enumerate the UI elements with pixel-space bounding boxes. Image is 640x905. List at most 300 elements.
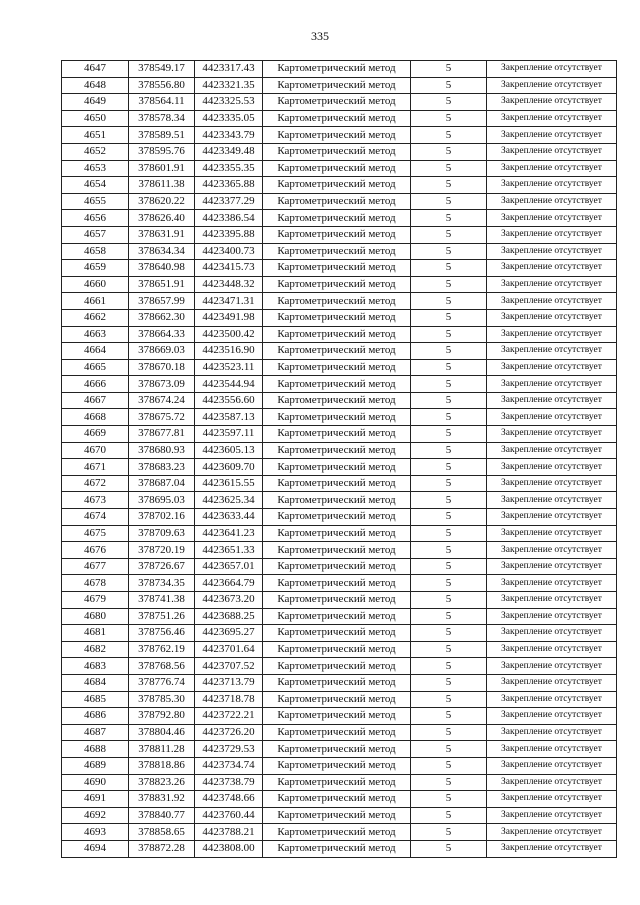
accuracy-cell: 5 (411, 276, 487, 293)
table-row (62, 193, 617, 210)
accuracy-cell: 5 (411, 94, 487, 111)
fixation-cell: Закрепление отсутствует (487, 193, 617, 210)
fixation-cell: Закрепление отсутствует (487, 442, 617, 459)
point-number-cell: 4657 (62, 226, 129, 243)
page-number: 335 (311, 29, 329, 43)
accuracy-cell: 5 (411, 77, 487, 94)
method-cell: Картометрический метод (263, 708, 411, 725)
fixation-cell: Закрепление отсутствует (487, 426, 617, 443)
fixation-cell: Закрепление отсутствует (487, 61, 617, 78)
y-coordinate-cell: 4423625.34 (195, 492, 263, 509)
fixation-cell: Закрепление отсутствует (487, 77, 617, 94)
y-coordinate-cell: 4423317.43 (195, 61, 263, 78)
point-number-cell: 4655 (62, 193, 129, 210)
method-cell: Картометрический метод (263, 442, 411, 459)
point-number-cell: 4660 (62, 276, 129, 293)
x-coordinate-cell: 378549.17 (129, 61, 195, 78)
table-row (62, 243, 617, 260)
x-coordinate-cell: 378768.56 (129, 658, 195, 675)
y-coordinate-cell: 4423587.13 (195, 409, 263, 426)
point-number-cell: 4673 (62, 492, 129, 509)
y-coordinate-cell: 4423722.21 (195, 708, 263, 725)
accuracy-cell: 5 (411, 475, 487, 492)
accuracy-cell: 5 (411, 741, 487, 758)
table-row (62, 326, 617, 343)
accuracy-cell: 5 (411, 426, 487, 443)
fixation-cell: Закрепление отсутствует (487, 840, 617, 857)
accuracy-cell: 5 (411, 376, 487, 393)
accuracy-cell: 5 (411, 392, 487, 409)
fixation-cell: Закрепление отсутствует (487, 542, 617, 559)
table-row (62, 475, 617, 492)
fixation-cell: Закрепление отсутствует (487, 127, 617, 144)
point-number-cell: 4672 (62, 475, 129, 492)
y-coordinate-cell: 4423760.44 (195, 807, 263, 824)
point-number-cell: 4687 (62, 724, 129, 741)
table-row (62, 592, 617, 609)
y-coordinate-cell: 4423633.44 (195, 509, 263, 526)
accuracy-cell: 5 (411, 492, 487, 509)
method-cell: Картометрический метод (263, 840, 411, 857)
fixation-cell: Закрепление отсутствует (487, 509, 617, 526)
point-number-cell: 4669 (62, 426, 129, 443)
y-coordinate-cell: 4423355.35 (195, 160, 263, 177)
table-row (62, 409, 617, 426)
accuracy-cell: 5 (411, 691, 487, 708)
method-cell: Картометрический метод (263, 691, 411, 708)
point-number-cell: 4665 (62, 359, 129, 376)
point-number-cell: 4681 (62, 625, 129, 642)
x-coordinate-cell: 378823.26 (129, 774, 195, 791)
fixation-cell: Закрепление отсутствует (487, 592, 617, 609)
method-cell: Картометрический метод (263, 293, 411, 310)
table-row (62, 824, 617, 841)
point-number-cell: 4678 (62, 575, 129, 592)
x-coordinate-cell: 378564.11 (129, 94, 195, 111)
point-number-cell: 4654 (62, 177, 129, 194)
y-coordinate-cell: 4423664.79 (195, 575, 263, 592)
method-cell: Картометрический метод (263, 260, 411, 277)
y-coordinate-cell: 4423471.31 (195, 293, 263, 310)
y-coordinate-cell: 4423695.27 (195, 625, 263, 642)
x-coordinate-cell: 378818.86 (129, 757, 195, 774)
method-cell: Картометрический метод (263, 226, 411, 243)
point-number-cell: 4651 (62, 127, 129, 144)
method-cell: Картометрический метод (263, 326, 411, 343)
method-cell: Картометрический метод (263, 459, 411, 476)
x-coordinate-cell: 378683.23 (129, 459, 195, 476)
x-coordinate-cell: 378634.34 (129, 243, 195, 260)
y-coordinate-cell: 4423729.53 (195, 741, 263, 758)
fixation-cell: Закрепление отсутствует (487, 757, 617, 774)
table-row (62, 724, 617, 741)
x-coordinate-cell: 378680.93 (129, 442, 195, 459)
coordinates-table (61, 60, 617, 858)
point-number-cell: 4674 (62, 509, 129, 526)
x-coordinate-cell: 378578.34 (129, 110, 195, 127)
table-row (62, 61, 617, 78)
table-row (62, 459, 617, 476)
y-coordinate-cell: 4423748.66 (195, 791, 263, 808)
method-cell: Картометрический метод (263, 674, 411, 691)
x-coordinate-cell: 378669.03 (129, 343, 195, 360)
y-coordinate-cell: 4423726.20 (195, 724, 263, 741)
method-cell: Картометрический метод (263, 608, 411, 625)
x-coordinate-cell: 378831.92 (129, 791, 195, 808)
table-row (62, 210, 617, 227)
accuracy-cell: 5 (411, 177, 487, 194)
accuracy-cell: 5 (411, 774, 487, 791)
fixation-cell: Закрепление отсутствует (487, 359, 617, 376)
y-coordinate-cell: 4423544.94 (195, 376, 263, 393)
accuracy-cell: 5 (411, 359, 487, 376)
accuracy-cell: 5 (411, 674, 487, 691)
y-coordinate-cell: 4423597.11 (195, 426, 263, 443)
fixation-cell: Закрепление отсутствует (487, 625, 617, 642)
x-coordinate-cell: 378720.19 (129, 542, 195, 559)
y-coordinate-cell: 4423615.55 (195, 475, 263, 492)
x-coordinate-cell: 378762.19 (129, 641, 195, 658)
method-cell: Картометрический метод (263, 61, 411, 78)
point-number-cell: 4688 (62, 741, 129, 758)
y-coordinate-cell: 4423365.88 (195, 177, 263, 194)
point-number-cell: 4663 (62, 326, 129, 343)
y-coordinate-cell: 4423325.53 (195, 94, 263, 111)
x-coordinate-cell: 378589.51 (129, 127, 195, 144)
accuracy-cell: 5 (411, 193, 487, 210)
table-row (62, 359, 617, 376)
fixation-cell: Закрепление отсутствует (487, 343, 617, 360)
table-row (62, 276, 617, 293)
method-cell: Картометрический метод (263, 525, 411, 542)
method-cell: Картометрический метод (263, 509, 411, 526)
x-coordinate-cell: 378726.67 (129, 558, 195, 575)
y-coordinate-cell: 4423415.73 (195, 260, 263, 277)
point-number-cell: 4667 (62, 392, 129, 409)
x-coordinate-cell: 378872.28 (129, 840, 195, 857)
x-coordinate-cell: 378664.33 (129, 326, 195, 343)
y-coordinate-cell: 4423395.88 (195, 226, 263, 243)
y-coordinate-cell: 4423651.33 (195, 542, 263, 559)
point-number-cell: 4685 (62, 691, 129, 708)
x-coordinate-cell: 378776.74 (129, 674, 195, 691)
accuracy-cell: 5 (411, 442, 487, 459)
fixation-cell: Закрепление отсутствует (487, 674, 617, 691)
fixation-cell: Закрепление отсутствует (487, 791, 617, 808)
point-number-cell: 4648 (62, 77, 129, 94)
accuracy-cell: 5 (411, 110, 487, 127)
table-row (62, 691, 617, 708)
table-body (62, 61, 617, 858)
accuracy-cell: 5 (411, 260, 487, 277)
accuracy-cell: 5 (411, 757, 487, 774)
method-cell: Картометрический метод (263, 542, 411, 559)
method-cell: Картометрический метод (263, 724, 411, 741)
x-coordinate-cell: 378741.38 (129, 592, 195, 609)
accuracy-cell: 5 (411, 658, 487, 675)
accuracy-cell: 5 (411, 343, 487, 360)
table-row (62, 492, 617, 509)
y-coordinate-cell: 4423657.01 (195, 558, 263, 575)
y-coordinate-cell: 4423609.70 (195, 459, 263, 476)
y-coordinate-cell: 4423713.79 (195, 674, 263, 691)
point-number-cell: 4679 (62, 592, 129, 609)
y-coordinate-cell: 4423400.73 (195, 243, 263, 260)
method-cell: Картометрический метод (263, 426, 411, 443)
table-row (62, 791, 617, 808)
x-coordinate-cell: 378804.46 (129, 724, 195, 741)
y-coordinate-cell: 4423673.20 (195, 592, 263, 609)
accuracy-cell: 5 (411, 592, 487, 609)
table-row (62, 542, 617, 559)
accuracy-cell: 5 (411, 243, 487, 260)
y-coordinate-cell: 4423321.35 (195, 77, 263, 94)
method-cell: Картометрический метод (263, 774, 411, 791)
y-coordinate-cell: 4423500.42 (195, 326, 263, 343)
x-coordinate-cell: 378651.91 (129, 276, 195, 293)
x-coordinate-cell: 378702.16 (129, 509, 195, 526)
fixation-cell: Закрепление отсутствует (487, 110, 617, 127)
point-number-cell: 4675 (62, 525, 129, 542)
method-cell: Картометрический метод (263, 127, 411, 144)
x-coordinate-cell: 378595.76 (129, 143, 195, 160)
fixation-cell: Закрепление отсутствует (487, 143, 617, 160)
method-cell: Картометрический метод (263, 492, 411, 509)
accuracy-cell: 5 (411, 309, 487, 326)
point-number-cell: 4671 (62, 459, 129, 476)
method-cell: Картометрический метод (263, 392, 411, 409)
point-number-cell: 4647 (62, 61, 129, 78)
accuracy-cell: 5 (411, 160, 487, 177)
point-number-cell: 4680 (62, 608, 129, 625)
method-cell: Картометрический метод (263, 807, 411, 824)
fixation-cell: Закрепление отсутствует (487, 243, 617, 260)
x-coordinate-cell: 378662.30 (129, 309, 195, 326)
point-number-cell: 4683 (62, 658, 129, 675)
y-coordinate-cell: 4423349.48 (195, 143, 263, 160)
fixation-cell: Закрепление отсутствует (487, 724, 617, 741)
y-coordinate-cell: 4423738.79 (195, 774, 263, 791)
method-cell: Картометрический метод (263, 376, 411, 393)
table-row (62, 260, 617, 277)
method-cell: Картометрический метод (263, 409, 411, 426)
y-coordinate-cell: 4423343.79 (195, 127, 263, 144)
fixation-cell: Закрепление отсутствует (487, 708, 617, 725)
table-row (62, 757, 617, 774)
y-coordinate-cell: 4423335.05 (195, 110, 263, 127)
point-number-cell: 4662 (62, 309, 129, 326)
accuracy-cell: 5 (411, 840, 487, 857)
y-coordinate-cell: 4423386.54 (195, 210, 263, 227)
y-coordinate-cell: 4423707.52 (195, 658, 263, 675)
point-number-cell: 4666 (62, 376, 129, 393)
x-coordinate-cell: 378640.98 (129, 260, 195, 277)
x-coordinate-cell: 378677.81 (129, 426, 195, 443)
point-number-cell: 4649 (62, 94, 129, 111)
x-coordinate-cell: 378657.99 (129, 293, 195, 310)
y-coordinate-cell: 4423688.25 (195, 608, 263, 625)
x-coordinate-cell: 378792.80 (129, 708, 195, 725)
x-coordinate-cell: 378631.91 (129, 226, 195, 243)
accuracy-cell: 5 (411, 625, 487, 642)
accuracy-cell: 5 (411, 807, 487, 824)
x-coordinate-cell: 378751.26 (129, 608, 195, 625)
point-number-cell: 4692 (62, 807, 129, 824)
accuracy-cell: 5 (411, 575, 487, 592)
table-row (62, 608, 617, 625)
y-coordinate-cell: 4423377.29 (195, 193, 263, 210)
accuracy-cell: 5 (411, 608, 487, 625)
method-cell: Картометрический метод (263, 77, 411, 94)
x-coordinate-cell: 378858.65 (129, 824, 195, 841)
table-row (62, 625, 617, 642)
fixation-cell: Закрепление отсутствует (487, 807, 617, 824)
point-number-cell: 4670 (62, 442, 129, 459)
table-row (62, 376, 617, 393)
accuracy-cell: 5 (411, 127, 487, 144)
table-row (62, 741, 617, 758)
point-number-cell: 4650 (62, 110, 129, 127)
table-row (62, 177, 617, 194)
method-cell: Картометрический метод (263, 757, 411, 774)
fixation-cell: Закрепление отсутствует (487, 260, 617, 277)
accuracy-cell: 5 (411, 708, 487, 725)
fixation-cell: Закрепление отсутствует (487, 376, 617, 393)
table-row (62, 77, 617, 94)
fixation-cell: Закрепление отсутствует (487, 276, 617, 293)
point-number-cell: 4693 (62, 824, 129, 841)
y-coordinate-cell: 4423701.64 (195, 641, 263, 658)
accuracy-cell: 5 (411, 226, 487, 243)
fixation-cell: Закрепление отсутствует (487, 177, 617, 194)
point-number-cell: 4690 (62, 774, 129, 791)
table-row (62, 442, 617, 459)
y-coordinate-cell: 4423788.21 (195, 824, 263, 841)
point-number-cell: 4661 (62, 293, 129, 310)
method-cell: Картометрический метод (263, 741, 411, 758)
fixation-cell: Закрепление отсутствует (487, 575, 617, 592)
fixation-cell: Закрепление отсутствует (487, 741, 617, 758)
method-cell: Картометрический метод (263, 592, 411, 609)
table-row (62, 343, 617, 360)
table-row (62, 143, 617, 160)
accuracy-cell: 5 (411, 61, 487, 78)
method-cell: Картометрический метод (263, 359, 411, 376)
method-cell: Картометрический метод (263, 824, 411, 841)
x-coordinate-cell: 378674.24 (129, 392, 195, 409)
x-coordinate-cell: 378556.80 (129, 77, 195, 94)
table-row (62, 807, 617, 824)
x-coordinate-cell: 378840.77 (129, 807, 195, 824)
fixation-cell: Закрепление отсутствует (487, 475, 617, 492)
fixation-cell: Закрепление отсутствует (487, 641, 617, 658)
fixation-cell: Закрепление отсутствует (487, 409, 617, 426)
accuracy-cell: 5 (411, 724, 487, 741)
method-cell: Картометрический метод (263, 210, 411, 227)
fixation-cell: Закрепление отсутствует (487, 558, 617, 575)
method-cell: Картометрический метод (263, 276, 411, 293)
point-number-cell: 4684 (62, 674, 129, 691)
method-cell: Картометрический метод (263, 160, 411, 177)
y-coordinate-cell: 4423448.32 (195, 276, 263, 293)
point-number-cell: 4689 (62, 757, 129, 774)
point-number-cell: 4652 (62, 143, 129, 160)
x-coordinate-cell: 378709.63 (129, 525, 195, 542)
method-cell: Картометрический метод (263, 658, 411, 675)
method-cell: Картометрический метод (263, 243, 411, 260)
fixation-cell: Закрепление отсутствует (487, 226, 617, 243)
point-number-cell: 4659 (62, 260, 129, 277)
table-row (62, 293, 617, 310)
accuracy-cell: 5 (411, 509, 487, 526)
point-number-cell: 4691 (62, 791, 129, 808)
table-row (62, 658, 617, 675)
fixation-cell: Закрепление отсутствует (487, 210, 617, 227)
accuracy-cell: 5 (411, 824, 487, 841)
accuracy-cell: 5 (411, 293, 487, 310)
fixation-cell: Закрепление отсутствует (487, 824, 617, 841)
table-row (62, 392, 617, 409)
table-row (62, 641, 617, 658)
method-cell: Картометрический метод (263, 177, 411, 194)
x-coordinate-cell: 378601.91 (129, 160, 195, 177)
table-row (62, 426, 617, 443)
point-number-cell: 4682 (62, 641, 129, 658)
table-row (62, 309, 617, 326)
method-cell: Картометрический метод (263, 625, 411, 642)
table-row (62, 575, 617, 592)
method-cell: Картометрический метод (263, 110, 411, 127)
x-coordinate-cell: 378675.72 (129, 409, 195, 426)
fixation-cell: Закрепление отсутствует (487, 608, 617, 625)
x-coordinate-cell: 378734.35 (129, 575, 195, 592)
fixation-cell: Закрепление отсутствует (487, 94, 617, 111)
fixation-cell: Закрепление отсутствует (487, 525, 617, 542)
accuracy-cell: 5 (411, 409, 487, 426)
table-row (62, 160, 617, 177)
fixation-cell: Закрепление отсутствует (487, 774, 617, 791)
y-coordinate-cell: 4423516.90 (195, 343, 263, 360)
x-coordinate-cell: 378673.09 (129, 376, 195, 393)
table-row (62, 110, 617, 127)
table-row (62, 774, 617, 791)
fixation-cell: Закрепление отсутствует (487, 293, 617, 310)
method-cell: Картометрический метод (263, 558, 411, 575)
y-coordinate-cell: 4423605.13 (195, 442, 263, 459)
y-coordinate-cell: 4423641.23 (195, 525, 263, 542)
point-number-cell: 4694 (62, 840, 129, 857)
point-number-cell: 4653 (62, 160, 129, 177)
fixation-cell: Закрепление отсутствует (487, 658, 617, 675)
point-number-cell: 4676 (62, 542, 129, 559)
point-number-cell: 4656 (62, 210, 129, 227)
table-row (62, 525, 617, 542)
x-coordinate-cell: 378756.46 (129, 625, 195, 642)
accuracy-cell: 5 (411, 558, 487, 575)
table-row (62, 226, 617, 243)
method-cell: Картометрический метод (263, 143, 411, 160)
accuracy-cell: 5 (411, 542, 487, 559)
method-cell: Картометрический метод (263, 94, 411, 111)
accuracy-cell: 5 (411, 143, 487, 160)
accuracy-cell: 5 (411, 525, 487, 542)
fixation-cell: Закрепление отсутствует (487, 459, 617, 476)
table-row (62, 840, 617, 857)
accuracy-cell: 5 (411, 791, 487, 808)
method-cell: Картометрический метод (263, 309, 411, 326)
x-coordinate-cell: 378811.28 (129, 741, 195, 758)
table-row (62, 94, 617, 111)
